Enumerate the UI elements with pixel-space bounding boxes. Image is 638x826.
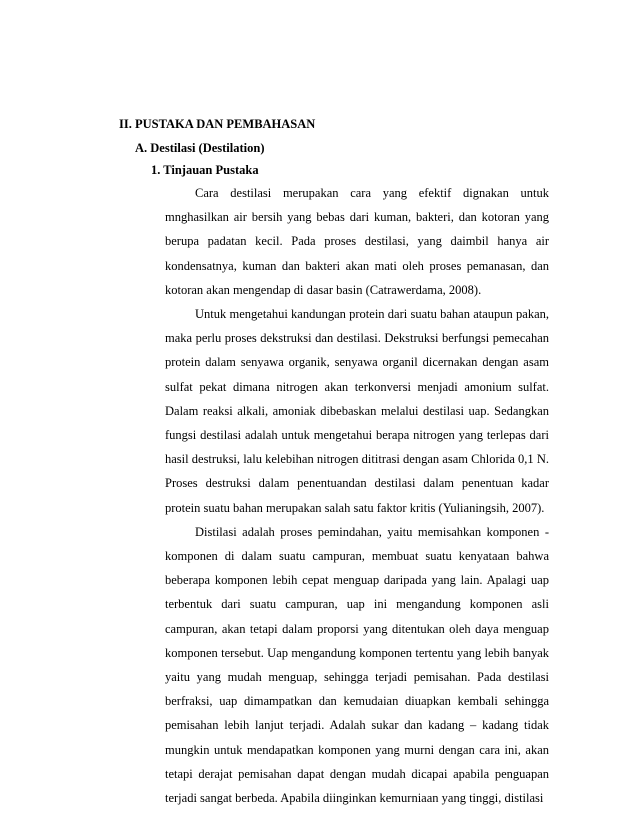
subsection-heading: A. Destilasi (Destilation) (135, 141, 265, 155)
body-text (165, 181, 549, 810)
paragraph-3: Distilasi adalah proses pemindahan, yaitu memisahkan komponen - komponen di dalam suatu campuran, membuat suatu kenyataan bahwa beberapa komponen lebih cepat menguap daripada yang lain. Apalagi uap terbentuk dari suatu campuran, uap ini mengandung komponen asli campuran, akan tetapi dalam proporsi yang ditentukan oleh daya menguap komponen tersebut. Uap mengandung komponen tertentu yang lebih banyak yaitu yang mudah menguap, sehingga terjadi pemisahan. Pada destilasi berfraksi, uap dimampatkan dan kemudaian diuapkan kembali sehingga pemisahan lebih lanjut terjadi. Adalah sukar dan kadang – kadang tidak mungkin untuk mendapatkan komponen yang murni dengan cara ini, akan tetapi derajat pemisahan dapat dengan mudah dicapai apabila penguapan terjadi sangat berbeda. Apabila diinginkan kemurniaan yang tinggi, distilasi (165, 524, 549, 806)
section-heading: II. PUSTAKA DAN PEMBAHASAN (119, 117, 316, 131)
paragraph-2: Untuk mengetahui kandungan protein dari suatu bahan ataupun pakan, maka perlu proses dekstruksi dan destilasi. Dekstruksi berfungsi pemecahan protein dalam senyawa organik, senyawa organil dicernakan dengan asam sulfat pekat dimana nitrogen akan terkonversi menjadi amonium sulfat. Dalam reaksi alkali, amoniak dibebaskan melalui destilasi uap. Sedangkan fungsi destilasi adalah untuk mengetahui berapa nitrogen yang terlepas dari hasil destruksi, lalu kelebihan nitrogen dititrasi dengan asam Chlorida 0,1 N. Proses destruksi dalam penentuandan destilasi dalam penentuan kadar protein suatu bahan merupakan salah satu faktor kritis (Yulianingsih, 2007). (165, 307, 549, 515)
subsubsection-heading: 1. Tinjauan Pustaka (151, 163, 259, 177)
paragraph-1: Cara destilasi merupakan cara yang efektif dignakan untuk mnghasilkan air bersih yang bebas dari kuman, bakteri, dan kotoran yang berupa padatan kecil. Pada proses destilasi, yang daimbil hanya air kondensatnya, kuman dan bakteri akan mati oleh proses pemanasan, dan kotoran akan mengendap di dasar basin (Catrawerdama, 2008). (165, 186, 549, 297)
